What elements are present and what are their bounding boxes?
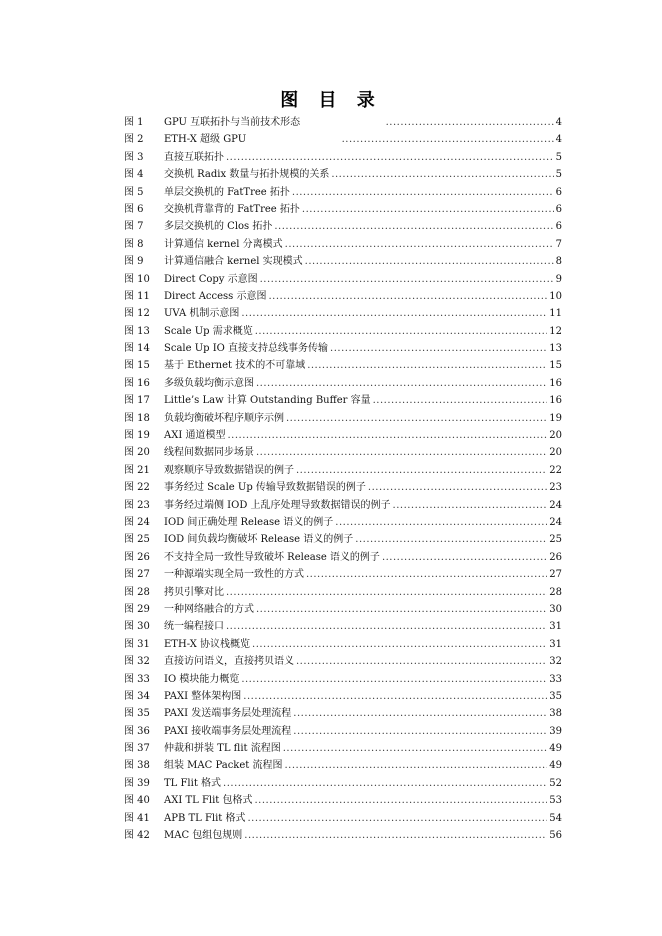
- page-number: 6: [555, 221, 562, 233]
- page-number: 24: [549, 516, 562, 528]
- figure-number: 图 29: [124, 603, 150, 615]
- dot-leader: [283, 740, 548, 757]
- page-number: 20: [549, 447, 562, 459]
- dot-leader: [286, 410, 547, 427]
- page-number: 13: [549, 343, 562, 355]
- figure-number: 图 34: [124, 690, 150, 702]
- page-number: 54: [549, 812, 562, 824]
- figure-number: 图 5: [124, 186, 144, 198]
- figure-number: 图 22: [124, 482, 150, 494]
- figure-caption: APB TL Flit 格式: [164, 812, 246, 824]
- page-number: 31: [549, 638, 562, 650]
- toc-entry[interactable]: [124, 827, 562, 844]
- toc-entry[interactable]: [124, 340, 562, 357]
- toc-entry[interactable]: [124, 184, 562, 201]
- toc-entry[interactable]: [124, 775, 562, 792]
- figure-caption: 直接互联拓扑: [164, 151, 224, 163]
- dot-leader: [382, 549, 547, 566]
- toc-entry[interactable]: [124, 740, 562, 757]
- page-number: 16: [549, 395, 562, 407]
- dot-leader: [256, 601, 547, 618]
- figure-number: 图 7: [124, 221, 144, 233]
- figure-number: 图 30: [124, 621, 150, 633]
- toc-entry[interactable]: [124, 601, 562, 618]
- figure-caption: ETH-X 超级 GPU: [164, 134, 247, 146]
- figure-number: 图 42: [124, 830, 150, 842]
- dot-leader: [285, 236, 554, 253]
- dot-leader: [285, 757, 548, 774]
- figure-number: 图 17: [124, 395, 150, 407]
- page-number: 4: [555, 134, 562, 146]
- dot-leader: [241, 671, 547, 688]
- toc-entry[interactable]: [124, 357, 562, 374]
- dot-leader: [255, 792, 548, 809]
- figure-caption: 多级负载均衡示意图: [164, 377, 254, 389]
- figure-number: 图 24: [124, 516, 150, 528]
- figure-number: 图 10: [124, 273, 150, 285]
- toc-entry[interactable]: [124, 618, 562, 635]
- dot-leader: [255, 323, 548, 340]
- figure-caption: 负载均衡破坏程序顺序示例: [164, 412, 284, 424]
- dot-leader: [252, 636, 547, 653]
- page-number: 4: [555, 117, 562, 128]
- toc-entry[interactable]: [124, 584, 562, 601]
- figure-number: 图 19: [124, 430, 150, 442]
- figure-number: 图 2: [124, 134, 144, 146]
- dot-leader: [226, 618, 547, 635]
- dot-leader: [260, 271, 554, 288]
- figure-number: 图 38: [124, 760, 150, 772]
- figure-caption: Direct Access 示意图: [164, 290, 267, 302]
- figure-number: 图 14: [124, 343, 150, 355]
- figure-caption: IOD 间正确处理 Release 语义的例子: [164, 516, 334, 528]
- toc-entry[interactable]: [124, 201, 562, 218]
- figure-caption: Scale Up IO 直接支持总线事务传输: [164, 343, 329, 355]
- page-number: 8: [555, 256, 562, 268]
- page-number: 6: [555, 186, 562, 198]
- toc-entry[interactable]: [124, 427, 562, 444]
- figure-caption: 交换机背靠背的 FatTree 拓扑: [164, 203, 300, 215]
- figure-caption: 仲裁和拼装 TL flit 流程图: [164, 743, 281, 755]
- page-number: 7: [555, 238, 562, 250]
- page-number: 25: [549, 534, 562, 546]
- dot-leader: [335, 514, 547, 531]
- figure-caption: 直接访问语义，直接拷贝语义: [164, 656, 294, 668]
- page-number: 32: [549, 656, 562, 668]
- toc-entry[interactable]: [124, 792, 562, 809]
- figure-number: 图 11: [124, 290, 150, 302]
- page-number: 11: [549, 308, 562, 320]
- page-number: 52: [549, 777, 562, 789]
- dot-leader: [305, 253, 554, 270]
- toc-entry[interactable]: [124, 305, 562, 322]
- figure-caption: 线程间数据同步场景: [164, 447, 254, 459]
- dot-leader: [293, 705, 547, 722]
- dot-leader: [296, 462, 547, 479]
- figure-caption: 不支持全局一致性导致破坏 Release 语义的例子: [164, 551, 380, 563]
- dot-leader: [256, 444, 547, 461]
- dot-leader: [269, 288, 548, 305]
- toc-entry[interactable]: [124, 636, 562, 653]
- page-number: 35: [549, 690, 562, 702]
- figure-number: 图 1: [124, 117, 144, 128]
- figure-caption: Little’s Law 计算 Outstanding Buffer 容量: [164, 395, 371, 407]
- dot-leader: [243, 688, 547, 705]
- toc-entry[interactable]: [124, 497, 562, 514]
- figure-number: 图 35: [124, 708, 150, 720]
- figure-caption: GPU 互联拓扑与当前技术形态: [164, 117, 301, 128]
- dot-leader: [293, 723, 547, 740]
- page-number: 38: [549, 708, 562, 720]
- page-number: 31: [549, 621, 562, 633]
- toc-entry[interactable]: [124, 723, 562, 740]
- figure-caption: Scale Up 需求概览: [164, 325, 253, 337]
- dot-leader: [307, 357, 547, 374]
- toc-entry[interactable]: [124, 166, 562, 183]
- dot-leader: [244, 827, 547, 844]
- figure-caption: PAXI 接收端事务层处理流程: [164, 725, 292, 737]
- figure-number: 图 33: [124, 673, 150, 685]
- dot-leader: [393, 497, 548, 514]
- figure-caption: AXI TL Flit 包格式: [164, 795, 253, 807]
- toc-entry[interactable]: [124, 253, 562, 270]
- dot-leader: [302, 201, 554, 218]
- figure-number: 图 16: [124, 377, 150, 389]
- dot-leader: [223, 775, 547, 792]
- figure-caption: UVA 机制示意图: [164, 308, 240, 320]
- dot-leader: [355, 531, 547, 548]
- figure-caption: 计算通信 kernel 分离模式: [164, 238, 283, 250]
- page-number: 53: [549, 795, 562, 807]
- figure-caption: PAXI 发送端事务层处理流程: [164, 708, 292, 720]
- toc-entry[interactable]: [124, 549, 562, 566]
- figure-number: 图 13: [124, 325, 150, 337]
- toc-entry[interactable]: [124, 236, 562, 253]
- dot-leader: [248, 810, 548, 827]
- figure-caption: PAXI 整体架构图: [164, 690, 242, 702]
- figure-caption: 一种源端实现全局一致性的方式: [164, 569, 304, 581]
- dot-leader: [292, 184, 554, 201]
- toc-entry[interactable]: [124, 410, 562, 427]
- toc-entry[interactable]: [124, 479, 562, 496]
- page-number: 10: [549, 290, 562, 302]
- page-number: 30: [549, 603, 562, 615]
- toc-entry[interactable]: [124, 810, 562, 827]
- page-number: 39: [549, 725, 562, 737]
- figure-number: 图 3: [124, 151, 144, 163]
- figure-caption: ETH-X 协议栈概览: [164, 638, 251, 650]
- figure-list: [124, 114, 562, 844]
- figure-caption: 观察顺序导致数据错误的例子: [164, 464, 294, 476]
- toc-entry[interactable]: [124, 271, 562, 288]
- page-number: 28: [549, 586, 562, 598]
- figure-number: 图 36: [124, 725, 150, 737]
- figure-number: 图 18: [124, 412, 150, 424]
- figure-number: 图 39: [124, 777, 150, 789]
- page-number: 6: [555, 203, 562, 215]
- figure-number: 图 32: [124, 656, 150, 668]
- figure-number: 图 27: [124, 569, 150, 581]
- figure-number: 图 31: [124, 638, 150, 650]
- figure-caption: 统一编程接口: [164, 621, 224, 633]
- toc-entry[interactable]: [124, 444, 562, 461]
- figure-number: 图 21: [124, 464, 150, 476]
- figure-number: 图 12: [124, 308, 150, 320]
- toc-entry[interactable]: [124, 323, 562, 340]
- figure-number: 图 40: [124, 795, 150, 807]
- dot-leader: [386, 114, 554, 131]
- page-number: 49: [549, 743, 562, 755]
- page-number: 12: [549, 325, 562, 337]
- page-number: 24: [549, 499, 562, 511]
- dot-leader: [226, 584, 547, 601]
- figure-caption: 单层交换机的 FatTree 拓扑: [164, 186, 290, 198]
- page-number: 56: [549, 830, 562, 842]
- figure-caption: 交换机 Radix 数量与拓扑规模的关系: [164, 169, 330, 181]
- figure-number: 图 41: [124, 812, 150, 824]
- figure-caption: 事务经过端侧 IOD 上乱序处理导致数据错误的例子: [164, 499, 391, 511]
- figure-number: 图 26: [124, 551, 150, 563]
- figure-number: 图 28: [124, 586, 150, 598]
- figure-caption: MAC 包组包规则: [164, 830, 243, 842]
- page-number: 23: [549, 482, 562, 494]
- dot-leader: [226, 149, 554, 166]
- dot-leader: [373, 392, 548, 409]
- figure-caption: 组装 MAC Packet 流程图: [164, 760, 283, 772]
- toc-entry[interactable]: [124, 218, 562, 235]
- figure-caption: 基于 Ethernet 技术的不可靠域: [164, 360, 306, 372]
- figure-caption: 一种网络融合的方式: [164, 603, 254, 615]
- page-number: 15: [549, 360, 562, 372]
- dot-leader: [296, 653, 547, 670]
- toc-entry[interactable]: [124, 757, 562, 774]
- page-number: 5: [555, 169, 562, 181]
- dot-leader: [331, 166, 553, 183]
- page-title: 图 目 录: [280, 90, 382, 111]
- toc-entry[interactable]: [124, 653, 562, 670]
- figure-number: 图 6: [124, 203, 144, 215]
- figure-caption: TL Flit 格式: [164, 777, 222, 789]
- toc-entry[interactable]: [124, 462, 562, 479]
- figure-number: 图 4: [124, 169, 144, 181]
- page-number: 20: [549, 430, 562, 442]
- toc-entry[interactable]: [124, 566, 562, 583]
- page-number: 33: [549, 673, 562, 685]
- page-number: 9: [555, 273, 562, 285]
- toc-entry[interactable]: [124, 375, 562, 392]
- figure-caption: IO 模块能力概览: [164, 673, 240, 685]
- toc-entry[interactable]: [124, 131, 562, 148]
- figure-number: 图 15: [124, 360, 150, 372]
- figure-number: 图 23: [124, 499, 150, 511]
- toc-entry[interactable]: [124, 114, 562, 131]
- dot-leader: [342, 131, 554, 148]
- figure-number: 图 37: [124, 743, 150, 755]
- toc-entry[interactable]: [124, 688, 562, 705]
- figure-caption: Direct Copy 示意图: [164, 273, 258, 285]
- toc-entry[interactable]: [124, 531, 562, 548]
- dot-leader: [256, 375, 547, 392]
- dot-leader: [241, 305, 547, 322]
- dot-leader: [274, 218, 553, 235]
- page-number: 26: [549, 551, 562, 563]
- dot-leader: [306, 566, 547, 583]
- dot-leader: [330, 340, 547, 357]
- figure-caption: 事务经过 Scale Up 传输导致数据错误的例子: [164, 482, 366, 494]
- page-number: 27: [549, 569, 562, 581]
- figure-caption: AXI 通道模型: [164, 430, 226, 442]
- dot-leader: [227, 427, 547, 444]
- page-number: 5: [555, 151, 562, 163]
- figure-caption: 计算通信融合 kernel 实现模式: [164, 256, 303, 268]
- page-number: 22: [549, 464, 562, 476]
- figure-number: 图 25: [124, 534, 150, 546]
- toc-entry[interactable]: [124, 514, 562, 531]
- toc-entry[interactable]: [124, 149, 562, 166]
- page-number: 16: [549, 377, 562, 389]
- figure-caption: IOD 间负载均衡破坏 Release 语义的例子: [164, 534, 354, 546]
- figure-number: 图 9: [124, 256, 144, 268]
- page-number: 19: [549, 412, 562, 424]
- figure-caption: 拷贝引擎对比: [164, 586, 224, 598]
- page-number: 49: [549, 760, 562, 772]
- figure-caption: 多层交换机的 Clos 拓扑: [164, 221, 273, 233]
- figure-number: 图 8: [124, 238, 144, 250]
- toc-entry[interactable]: [124, 288, 562, 305]
- toc-entry[interactable]: [124, 392, 562, 409]
- dot-leader: [368, 479, 547, 496]
- figure-number: 图 20: [124, 447, 150, 459]
- toc-entry[interactable]: [124, 671, 562, 688]
- toc-entry[interactable]: [124, 705, 562, 722]
